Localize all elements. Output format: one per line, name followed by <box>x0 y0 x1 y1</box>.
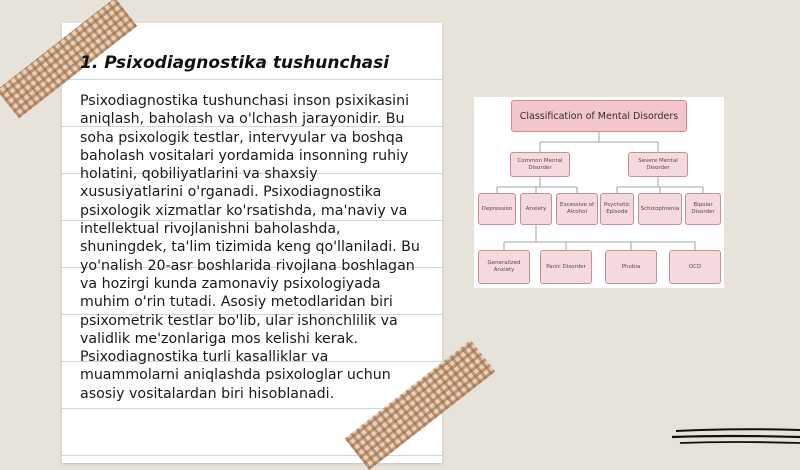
node-bipolar-disorder: Bipolar Disorder <box>685 193 721 225</box>
node-depression: Depression <box>478 193 516 225</box>
decorative-stripes <box>672 424 800 450</box>
slide-body-text: Psixodiagnostika tushunchasi inson psixikasini aniqlash, baholash va o'lchash jarayonidir. Bu soha psixologik testlar, intervyular va boshqa baholash vositalari yordamida insonning ruhiy holatini, qobiliyatlarini va shaxsiy xususiyatlarini o'rganadi. Psixodiagnostika psixologik xizmatlar ko'rsatishda, ma'naviy va intellektual rivojlanishni baholashda, shuningdek, ta'lim tizimida keng qo'llaniladi. Bu yo'nalish 20-asr boshlarida rivojlana boshlagan va hozirgi kunda zamonaviy psixologiyada muhim o'rin tutadi. Asosiy metodlaridan biri psixometrik testlar bo'lib, ular ishonchlilik va validlik me'zonlariga mos kelishi kerak. Psixodiagnostika turli kasalliklar va muammolarni aniqlashda psixologlar uchun asosiy vositalardan biri hisoblanadi. <box>80 93 420 402</box>
node-excessive-alcohol: Excessive of Alcohol <box>556 193 598 225</box>
mental-disorders-diagram <box>474 97 724 288</box>
node-common-mental-disorder: Common Mental Disorder <box>510 152 570 177</box>
slide-title: 1. Psixodiagnostika tushunchasi <box>80 53 390 73</box>
node-ocd: OCD <box>669 250 721 284</box>
node-anxiety: Anxiety <box>520 193 552 225</box>
node-schizophrenia: Schizophrenia <box>638 193 682 225</box>
node-panic-disorder: Panic Disorder <box>540 250 592 284</box>
node-generalized-anxiety: Generalized Anxiety <box>478 250 530 284</box>
node-psychotic-episode: Psychotic Episode <box>600 193 634 225</box>
node-phobia: Phobia <box>605 250 657 284</box>
diagram-root-node: Classification of Mental Disorders <box>511 100 687 132</box>
node-severe-mental-disorder: Severe Mental Disorder <box>628 152 688 177</box>
